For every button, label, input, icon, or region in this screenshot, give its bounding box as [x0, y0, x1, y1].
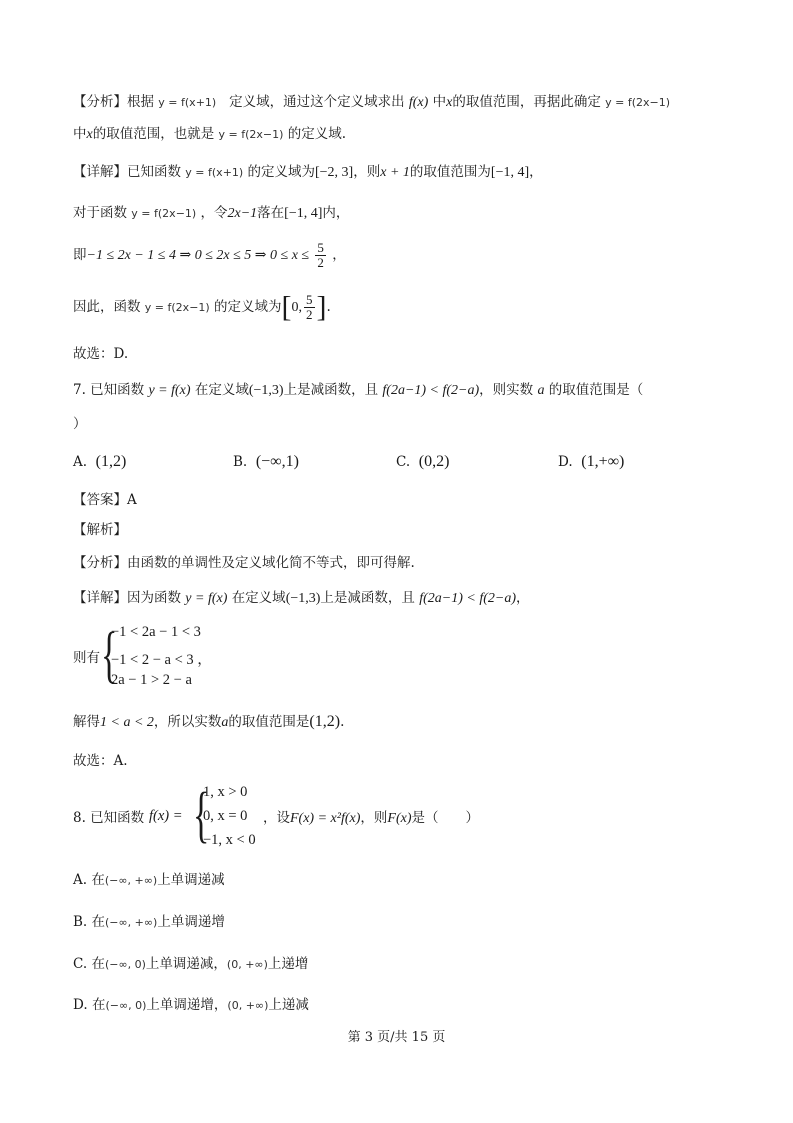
text-segment: 上单调递减， [145, 956, 227, 972]
text-segment: ，则 [360, 810, 388, 826]
math-interval: (−∞, +∞) [105, 916, 158, 929]
bracket-close: ] [316, 290, 327, 324]
option-label: B. [73, 914, 88, 930]
text-segment: 的取值范围，再据此确定 [452, 94, 601, 110]
text-segment: 上单调递增， [146, 997, 228, 1013]
math-interval: (−∞, +∞) [104, 874, 158, 887]
text-segment: 在 [91, 914, 106, 930]
text-segment: ， [516, 590, 530, 606]
math-f-2x-minus-1: y = f(2x−1) [131, 207, 197, 220]
math-range: [−1, 4] [490, 165, 530, 180]
q6-detail-line4 [73, 290, 331, 325]
math-inequality-chain: −1 ≤ 2x − 1 ≤ 4 ⇒ 0 ≤ 2x ≤ 5 ⇒ 0 ≤ x ≤ [86, 248, 310, 263]
fraction-five-halves [304, 293, 315, 322]
text-segment: 的定义域为 [214, 299, 282, 315]
text-segment: 上递减 [268, 997, 309, 1013]
text-segment: 定义域，通过这个定义域求出 [229, 94, 405, 110]
numerator: 5 [306, 292, 313, 307]
option-value: (−∞,1) [255, 453, 299, 470]
math-f-x-def: f(x) = [149, 808, 183, 824]
text-segment: ，则实数 [479, 382, 534, 398]
system-row: −1 < 2a − 1 < 3 [111, 624, 201, 640]
math-F-def: F(x) = x²f(x) [290, 811, 361, 826]
text-segment: ，所以实数 [153, 714, 222, 730]
text-segment: ， [529, 164, 543, 180]
option-value: (1,2) [95, 453, 127, 470]
denominator: 2 [317, 255, 324, 270]
q7-option-a[interactable] [73, 452, 126, 472]
q8-prefix: 8. 已知函数 [73, 810, 145, 826]
option-label: D. [73, 997, 88, 1013]
text-segment: 落在 [257, 205, 285, 221]
text-segment: 是（ ） [411, 810, 479, 826]
math-interval: (−∞, 0) [104, 958, 146, 971]
text-segment: 对于函数 [73, 205, 127, 221]
text-segment: ， [332, 247, 346, 263]
q7-option-b[interactable] [233, 452, 299, 472]
piecewise-row: 0, x = 0 [203, 808, 248, 824]
q7-jiexi: 【解析】 [73, 522, 127, 538]
math-inequality: f(2a−1) < f(2−a) [382, 383, 480, 398]
q6-detail-line2 [73, 203, 349, 224]
q6-detail-line1 [73, 162, 543, 183]
piecewise-row: 1, x > 0 [203, 784, 248, 800]
text-segment: ，令 [200, 205, 228, 221]
text-segment: 内， [322, 205, 350, 221]
q8-stem-tail [263, 808, 479, 829]
math-range: (1,2) [309, 713, 341, 730]
q8-option-d[interactable] [73, 995, 309, 1016]
math-expr: 2x−1 [227, 206, 258, 221]
option-label: A. [73, 454, 88, 470]
math-f-x-plus-1: y = f(x+1) [185, 166, 244, 179]
left-brace: { [101, 621, 118, 689]
text-segment: 解得 [73, 714, 100, 730]
left-brace: { [193, 781, 210, 849]
math-y-f-x: y = f(x) [148, 383, 191, 398]
q7-inequality-system [73, 622, 373, 694]
q7-option-d[interactable] [558, 452, 624, 472]
math-f-2x-minus-1: y = f(2x−1) [605, 96, 671, 109]
q7-answer: 【答案】A [73, 492, 137, 508]
option-label: B. [233, 454, 248, 470]
text-segment: 因此，函数 [73, 299, 141, 315]
option-label: D. [558, 454, 573, 470]
q7-detail-line1 [73, 588, 530, 609]
option-label: C. [73, 956, 88, 972]
text-segment: 在定义域 [231, 590, 286, 606]
q7-analysis: 【分析】由函数的单调性及定义域化简不等式，即可得解. [73, 555, 415, 571]
option-label: A. [73, 872, 88, 888]
math-y-f-x: y = f(x) [185, 591, 228, 606]
math-a: a [221, 715, 229, 730]
math-interval: (−∞, 0) [105, 999, 147, 1012]
math-inequality: f(2a−1) < f(2−a) [419, 591, 516, 606]
text-segment: 中 [73, 126, 87, 142]
math-solution: 1 < a < 2 [100, 715, 154, 730]
fraction-five-halves [315, 241, 326, 270]
math-x: x [446, 95, 453, 110]
option-label: C. [396, 454, 411, 470]
analysis-label: 【分析】根据 [73, 94, 154, 110]
math-zero: 0, [291, 300, 302, 315]
text-segment: ，则 [353, 164, 381, 180]
bracket-open: [ [281, 290, 292, 324]
text-segment: 上单调递增 [157, 914, 225, 930]
math-x: x [86, 127, 93, 142]
text-segment: 的取值范围是（ [548, 382, 644, 398]
q6-analysis-line1 [73, 92, 670, 113]
text-segment: 在定义域 [194, 382, 249, 398]
q6-detail-line3 [73, 240, 346, 271]
text-segment: 在 [91, 872, 105, 888]
text-segment: 【详解】因为函数 [73, 590, 181, 606]
q7-stem-line2: ） [73, 416, 87, 432]
page-footer: 第 3 页/共 15 页 [347, 1030, 446, 1045]
text-segment: 在 [91, 997, 106, 1013]
system-row: −1 < 2 − a < 3 ， [111, 652, 212, 668]
q8-option-c[interactable] [73, 954, 308, 975]
math-a: a [537, 383, 545, 398]
text-segment: . [340, 714, 345, 730]
math-f-2x-minus-1: y = f(2x−1) [218, 128, 284, 141]
text-segment: 7. 已知函数 [73, 382, 145, 398]
text-segment: 即 [73, 247, 87, 263]
text-segment: 上是减函数，且 [320, 590, 415, 606]
text-segment: 的取值范围是 [228, 714, 310, 730]
q8-option-a[interactable] [73, 870, 225, 891]
math-interval: (0, +∞) [226, 958, 268, 971]
detail-label: 【详解】已知函数 [73, 164, 181, 180]
system-row: 2a − 1 > 2 − a [111, 672, 192, 688]
text-segment: 中 [432, 94, 447, 110]
text-segment: ，设 [263, 810, 290, 826]
text-segment: 的定义域为 [247, 164, 315, 180]
piecewise-row: −1, x < 0 [203, 832, 256, 848]
math-F-x: F(x) [387, 811, 412, 826]
math-f-x-plus-1: y = f(x+1) [158, 96, 217, 109]
text-segment: 的取值范围，也就是 [92, 126, 215, 142]
q7-solution [73, 712, 344, 733]
text-segment: 在 [91, 956, 105, 972]
system-prefix: 则有 [73, 650, 100, 666]
q7-option-c[interactable] [396, 452, 449, 472]
numerator: 5 [317, 240, 324, 255]
q8-stem [73, 782, 673, 854]
math-domain: (−1,3) [285, 591, 321, 606]
text-segment: 上递增 [267, 956, 309, 972]
math-expr: x + 1 [380, 165, 410, 180]
math-interval: (0, +∞) [227, 999, 269, 1012]
text-segment: 的定义域. [287, 126, 347, 142]
q8-option-b[interactable] [73, 912, 225, 933]
text-segment: . [326, 299, 331, 315]
q6-analysis-line2 [73, 124, 346, 145]
text-segment: 上单调递减 [157, 872, 225, 888]
math-f-2x-minus-1: y = f(2x−1) [144, 301, 210, 314]
math-domain: (−1,3) [248, 383, 284, 398]
q7-choose: 故选：A. [73, 753, 128, 769]
text-segment: 的取值范围为 [409, 164, 491, 180]
q7-stem-line1 [73, 380, 643, 401]
math-f-x: f(x) [408, 95, 429, 110]
option-value: (1,+∞) [581, 453, 625, 470]
q6-choose: 故选：D. [73, 346, 129, 362]
math-range: [−1, 4] [284, 206, 323, 221]
text-segment: 上是减函数，且 [283, 382, 379, 398]
denominator: 2 [306, 307, 313, 322]
option-value: (0,2) [418, 453, 450, 470]
math-domain: [−2, 3] [315, 165, 354, 180]
